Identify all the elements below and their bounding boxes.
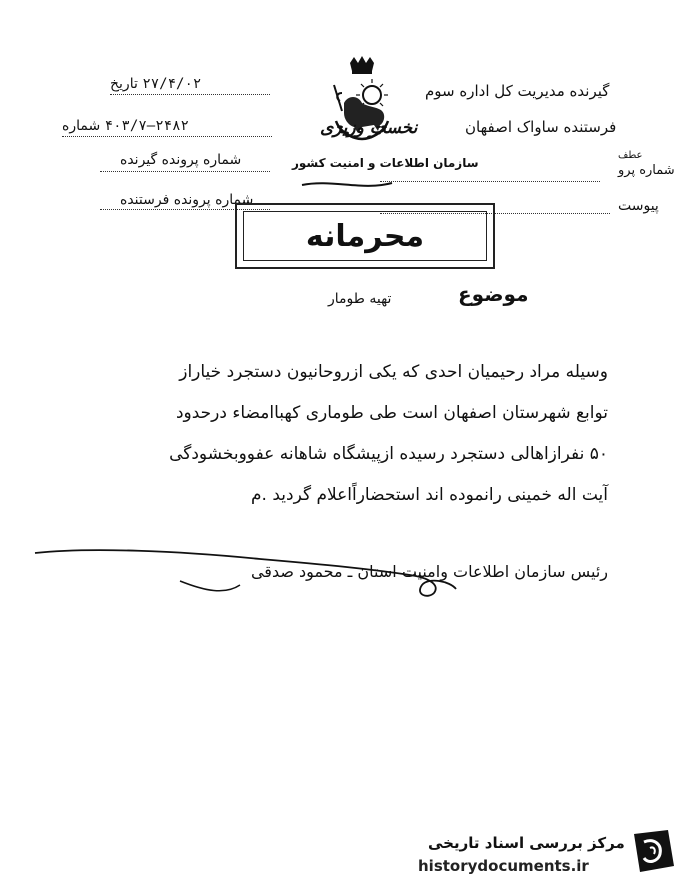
- receiver-line: گیرنده مدیریت کل اداره سوم: [425, 82, 610, 100]
- body-line-3: ۵۰ نفرازاهالی دستجرد رسیده ازپیشگاه شاهانه عفووبخشودگی: [169, 444, 608, 464]
- emblem-ministry-line: نخست وزیری: [320, 118, 418, 138]
- number-value: ۲۴۸۲–۴۰۳/۷: [104, 118, 189, 134]
- body-line-2: توابع شهرستان اصفهان است طی طوماری کهباامضاء درحدود: [175, 403, 608, 423]
- date-value: ۲۷/۴/۰۲: [142, 76, 202, 92]
- attachment-label: پیوست: [618, 198, 659, 214]
- body-line-1: وسیله مراد رحیمیان احدی که یکی ازروحانیون دستجرد خیاراز: [179, 362, 608, 382]
- number-dotted-line: [62, 135, 272, 137]
- subject-label: موضوع: [458, 282, 529, 306]
- signature-line: رئیس سازمان اطلاعات وامنیت استان ـ محمود صدقی: [250, 562, 608, 581]
- number-row: [62, 118, 195, 134]
- subject-value: تهیه طومار: [328, 291, 392, 307]
- file-reference-note: عطف: [618, 150, 643, 161]
- archive-center-name: مرکز بررسی اسناد تاریخی: [428, 834, 625, 852]
- date-dotted-line: [110, 93, 270, 95]
- confidential-stamp-text: محرمانه: [243, 211, 487, 261]
- date-row: [110, 76, 207, 92]
- body-line-4: آیت اله خمینی رانموده اند استحضاراًاعلام گردید .م: [251, 485, 608, 505]
- number-label: شماره: [62, 118, 101, 134]
- date-label: تاریخ: [110, 76, 138, 92]
- confidential-stamp: [235, 203, 495, 269]
- archive-website-url: historydocuments.ir: [418, 857, 589, 875]
- receiver-file-number-label: شماره پرونده گیرنده: [120, 152, 242, 168]
- emblem-organization-line: سازمان اطلاعات و امنیت کشور: [292, 156, 479, 170]
- sender-file-number-label: شماره پرونده فرستنده: [120, 192, 254, 208]
- archive-logo-icon: [628, 826, 680, 878]
- sender-line: فرستنده ساواک اصفهان: [465, 118, 617, 136]
- file-number-dotted-line: [380, 180, 600, 182]
- file-number-label: شماره پرو: [618, 163, 675, 178]
- receiver-file-dotted-line: [100, 170, 270, 172]
